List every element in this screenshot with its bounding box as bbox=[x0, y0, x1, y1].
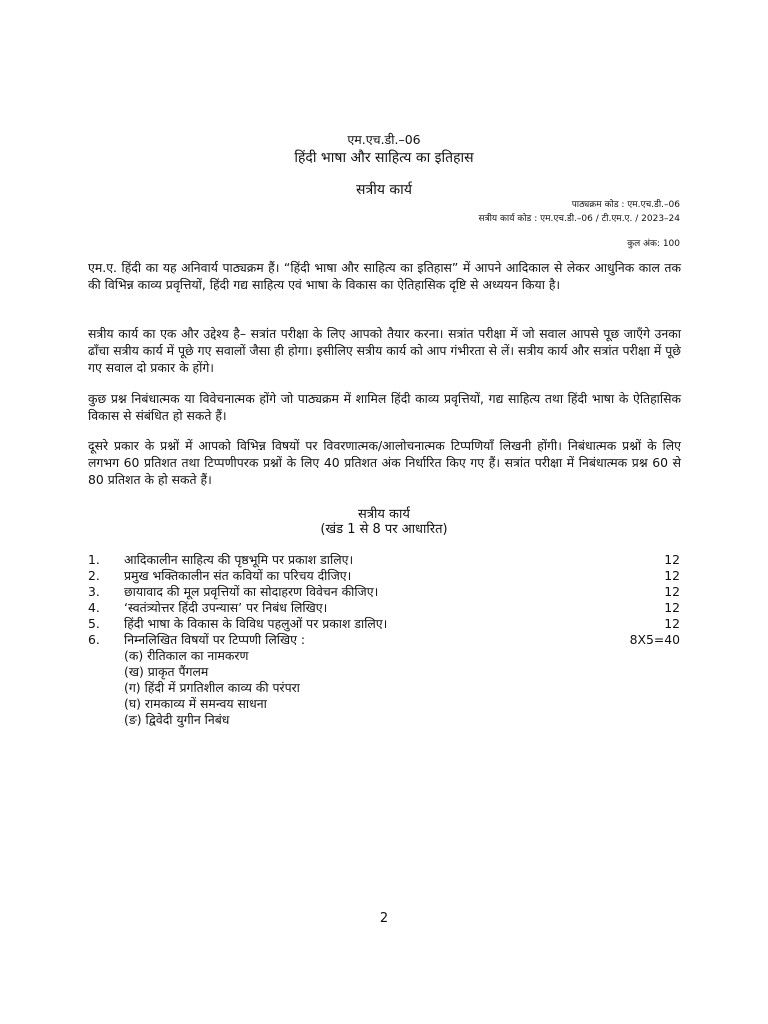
question-text: प्रमुख भक्तिकालीन संत कवियों का परिचय दीजिए। bbox=[124, 568, 352, 583]
meta-total-marks: कुल अंक: 100 bbox=[627, 239, 680, 249]
page-number: 2 bbox=[379, 911, 389, 926]
question-marks: 12 bbox=[664, 616, 680, 631]
intro-paragraph-3: कुछ प्रश्न निबंधात्मक या विवेचनात्मक होंगे जो पाठ्यक्रम में शामिल हिंदी काव्य प्रवृत्तियों, गद्य साहित्य तथा हिंदी भाषा के ऐतिहासिक विकास से संबंधित हो सकते हैं। bbox=[88, 391, 681, 423]
subitem: (ग) हिंदी में प्रगतिशील काव्य की परंपरा bbox=[124, 680, 300, 695]
subitem: (ख) प्राकृत पैंगलम bbox=[124, 664, 209, 679]
meta-assignment-code: सत्रीय कार्य कोड : एम.एच.डी.–06 / टी.एम.ए. / 2023–24 bbox=[478, 214, 680, 224]
question-number: 1. bbox=[88, 552, 100, 567]
intro-paragraph-1: एम.ए. हिंदी का यह अनिवार्य पाठ्यक्रम हैं। “हिंदी भाषा और साहित्य का इतिहास” में आपने आदिकाल से लेकर आधुनिक काल तक की विभिन्न काव्य प्रवृत्तियों, हिंदी गद्य साहित्य एवं भाषा के विकास का ऐतिहासिक दृष्टि से अध्ययन किया है। bbox=[88, 260, 681, 292]
question-row bbox=[88, 616, 682, 632]
subitem: (घ) रामकाव्य में समन्वय साधना bbox=[124, 696, 267, 711]
question-number: 3. bbox=[88, 584, 100, 599]
question-number: 6. bbox=[88, 632, 100, 647]
question-text: निम्नलिखित विषयों पर टिप्पणी लिखिए : bbox=[124, 632, 306, 647]
question-text: छायावाद की मूल प्रवृत्तियों का सोदाहरण विवेचन कीजिए। bbox=[124, 584, 379, 599]
course-title: हिंदी भाषा और साहित्य का इतिहास bbox=[294, 150, 474, 166]
question-row bbox=[88, 584, 682, 600]
subitem: (ङ) द्विवेदी युगीन निबंध bbox=[124, 712, 230, 727]
meta-course-code: पाठ्यक्रम कोड : एम.एच.डी.–06 bbox=[571, 200, 680, 210]
question-marks: 12 bbox=[664, 600, 680, 615]
question-row bbox=[88, 568, 682, 584]
assignment-heading: सत्रीय कार्य bbox=[356, 182, 412, 198]
intro-paragraph-4: दूसरे प्रकार के प्रश्नों में आपको विभिन्न विषयों पर विवरणात्मक/आलोचनात्मक टिप्पणियाँ लिखनी होंगी। निबंधात्मक प्रश्नों के लिए लगभग 60 प्रतिशत तथा टिप्पणीपरक प्रश्नों के लिए 40 प्रतिशत अंक निर्धारित किए गए हैं। सत्रांत परीक्षा में निबंधात्मक प्रश्न 60 से 80 प्रतिशत के हो सकते हैं। bbox=[88, 438, 681, 487]
question-text: ‘स्वतंत्र्योत्तर हिंदी उपन्यास’ पर निबंध लिखिए। bbox=[124, 600, 328, 615]
question-number: 2. bbox=[88, 568, 100, 583]
question-list bbox=[88, 552, 682, 728]
subitem: (क) रीतिकाल का नामकरण bbox=[124, 648, 249, 663]
question-number: 5. bbox=[88, 616, 100, 631]
question-number: 4. bbox=[88, 600, 100, 615]
section-title: सत्रीय कार्य bbox=[358, 507, 410, 522]
question-marks: 12 bbox=[664, 552, 680, 567]
question-marks: 12 bbox=[664, 568, 680, 583]
intro-paragraph-2: सत्रीय कार्य का एक और उद्देश्य है– सत्रांत परीक्षा के लिए आपको तैयार करना। सत्रांत परीक्षा में जो सवाल आपसे पूछ जाएँगे उनका ढाँचा सत्रीय कार्य में पूछे गए सवालों जैसा ही होगा। इसीलिए सत्रीय कार्य को आप गंभीरता से लें। सत्रीय कार्य और सत्रांत परीक्षा में पूछे गए सवाल दो प्रकार के होंगे। bbox=[88, 326, 681, 375]
section-subtitle: (खंड 1 से 8 पर आधारित) bbox=[320, 522, 448, 537]
question-marks: 12 bbox=[664, 584, 680, 599]
question-row bbox=[88, 552, 682, 568]
question-row bbox=[88, 632, 682, 648]
question-marks: 8X5=40 bbox=[629, 632, 680, 647]
question-text: हिंदी भाषा के विकास के विविध पहलुओं पर प्रकाश डालिए। bbox=[124, 616, 388, 631]
question-row bbox=[88, 600, 682, 616]
question-text: आदिकालीन साहित्य की पृष्ठभूमि पर प्रकाश डालिए। bbox=[124, 552, 354, 567]
course-code: एम.एच.डी.–06 bbox=[347, 132, 421, 147]
